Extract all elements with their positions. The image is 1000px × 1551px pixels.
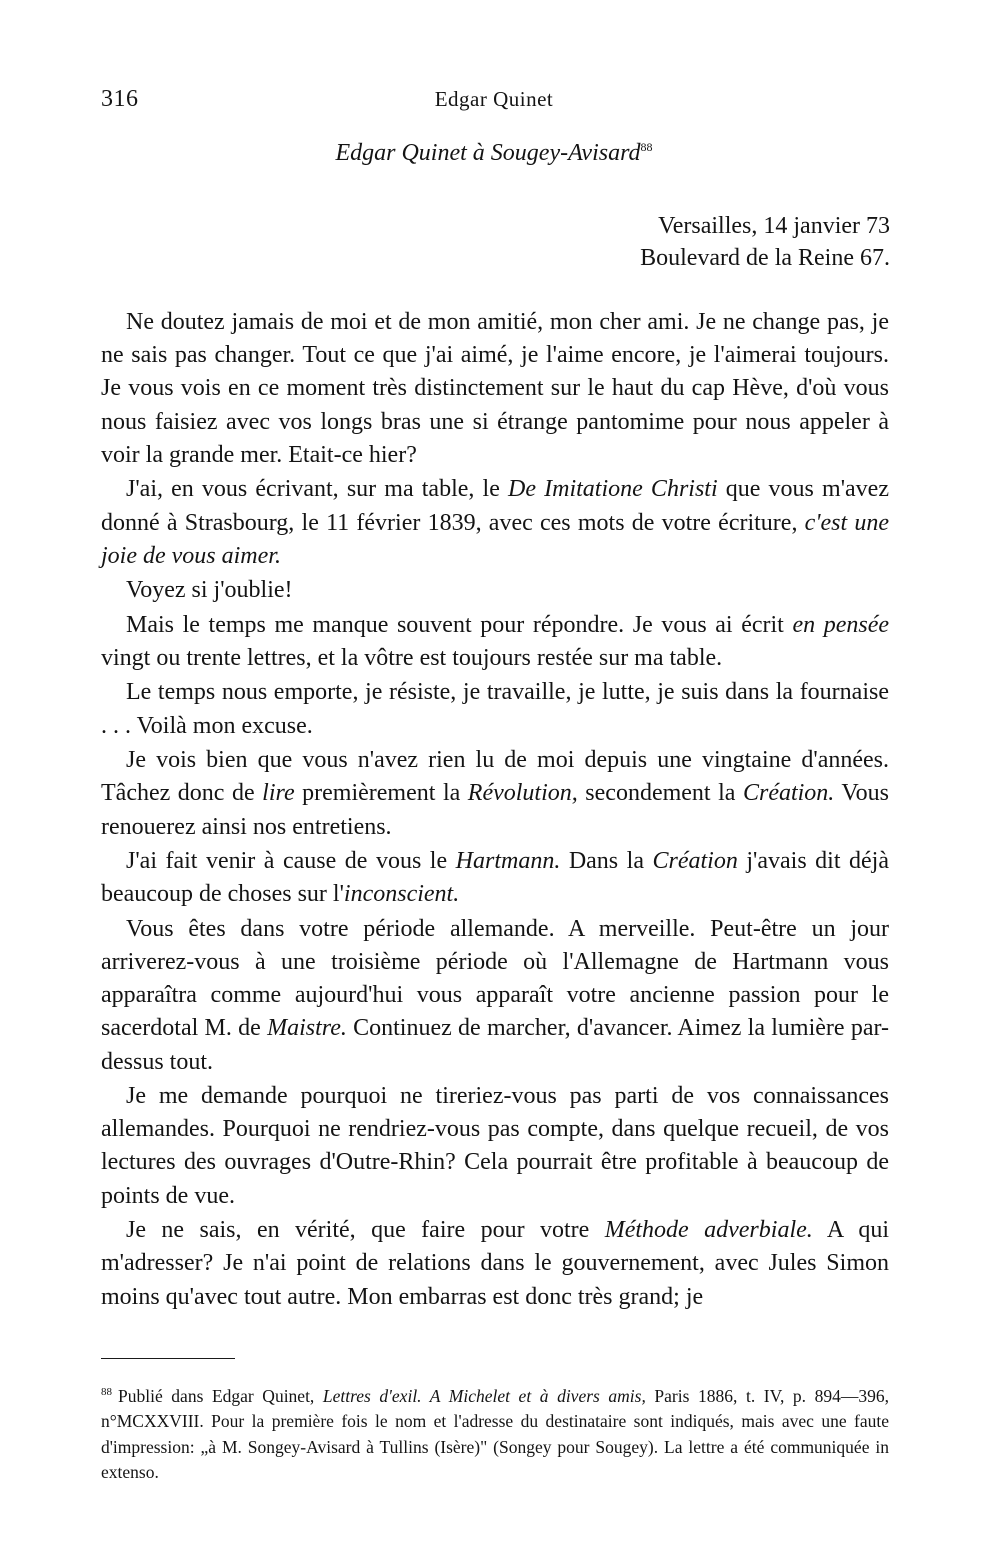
text-run: Paris 1886, t. IV, p. 894—396, n°MCXXVIII. Pour la première fois le nom et l'adresse du destinataire sont indiqués, mais avec une faute d'impression: „à M. Songey-Avisard à Tullins (Isère)" (Songey pour Sougey). La lettre a été communiquée in extenso. — [101, 1385, 889, 1483]
text-run: Vous renouerez ainsi nos entretiens. — [101, 780, 889, 840]
italic-phrase: lire — [262, 780, 295, 807]
italic-title: Méthode adverbiale. — [604, 1217, 813, 1244]
text-run: Dans la — [560, 848, 653, 875]
text-run: Mais le temps me manque souvent pour répondre. Je vous ai écrit — [126, 611, 793, 638]
italic-name: Maistre. — [267, 1015, 347, 1042]
text-run: Vous êtes dans votre période allemande. A merveille. Peut-être un jour arriverez-vous à une troisième période où l'Allemagne de Hartmann vous apparaîtra comme aujourd'hui vous apparaît votre ancienne passion pour le sacerdotal M. de — [101, 915, 889, 1042]
paragraph: Ne doutez jamais de moi et de mon amitié, mon cher ami. Je ne change pas, je ne sais pas changer. Tout ce que j'ai aimé, je l'aime encore, je l'aimerai toujours. Je vous vois en ce moment très distinctement sur le haut du cap Hève, d'où vous nous faisiez avec vos longs bras une si étrange pantomime pour nous appeler à voir la grande mer. Etait-ce hier? — [101, 309, 889, 468]
text-run: J'ai, en vous écrivant, sur ma table, le — [126, 476, 509, 503]
paragraph — [101, 473, 889, 573]
dateline — [640, 210, 890, 274]
italic-title: Hartmann. — [455, 848, 561, 875]
paragraph — [101, 913, 889, 1079]
italic-title: Révolution, — [467, 780, 578, 807]
dateline-place: Versailles, 14 janvier 73 — [658, 213, 890, 239]
text-run: que vous m'avez donné à Strasbourg, le 11 février 1839, avec ces mots de votre écriture, — [101, 476, 889, 536]
text-run: Publié dans Edgar Quinet, — [118, 1385, 323, 1406]
paragraph — [101, 744, 889, 844]
footnote-divider — [101, 1358, 235, 1359]
italic-title: De Imitatione Christi — [508, 476, 718, 503]
footnote — [101, 1380, 889, 1486]
text-run: J'ai fait venir à cause de vous le — [126, 848, 456, 875]
footnote-mark: 88 — [101, 1386, 112, 1398]
text-run: secondement la — [577, 780, 743, 807]
text-run: premièrement la — [294, 780, 468, 807]
italic-title: Création. — [742, 780, 835, 807]
paragraph — [101, 609, 889, 675]
letter-body — [101, 306, 889, 1315]
text-run: vingt ou trente lettres, et la vôtre est toujours restée sur ma table. — [101, 644, 723, 671]
text-run: Je ne sais, en vérité, que faire pour votre — [126, 1217, 605, 1244]
italic-phrase: en pensée — [792, 611, 889, 638]
letter-title — [0, 140, 988, 167]
page-number: 316 — [101, 86, 139, 112]
text-run: Je vois bien que vous n'avez rien lu de moi depuis une vingtaine d'années. Tâchez donc de — [101, 747, 889, 807]
paragraph: Voyez si j'oublie! — [126, 577, 293, 604]
letter-title-text: Edgar Quinet à Sougey-Avisard — [335, 140, 641, 166]
italic-title: Création — [652, 848, 738, 875]
paragraph: Le temps nous emporte, je résiste, je travaille, je lutte, je suis dans la fournaise . . . Voilà mon excuse. — [101, 679, 889, 739]
italic-quote: c'est une joie de vous aimer. — [101, 509, 889, 569]
italic-title: Lettres d'exil. A Michelet et à divers amis, — [322, 1385, 646, 1406]
paragraph — [101, 1214, 889, 1314]
footnote-reference[interactable]: 88 — [640, 140, 653, 154]
paragraph — [101, 845, 889, 911]
text-run: j'avais dit déjà beaucoup de choses sur l' — [101, 848, 889, 908]
italic-phrase: inconscient. — [343, 881, 460, 908]
running-head: Edgar Quinet — [434, 87, 554, 111]
text-run: A qui m'adresser? Je n'ai point de relations dans le gouvernement, avec Jules Simon moins qu'avec tout autre. Mon embarras est donc très grand; je — [101, 1217, 889, 1310]
paragraph: Je me demande pourquoi ne tireriez-vous pas parti de vos connaissances allemandes. Pourquoi ne rendriez-vous pas compte, dans quelque recueil, de vos lectures des ouvrages d'Outre-Rhin? Cela pourrait être profitable à beaucoup de points de vue. — [101, 1083, 889, 1209]
text-run: Continuez de marcher, d'avancer. Aimez la lumière par-dessus tout. — [101, 1015, 889, 1075]
dateline-address: Boulevard de la Reine 67. — [640, 245, 890, 271]
